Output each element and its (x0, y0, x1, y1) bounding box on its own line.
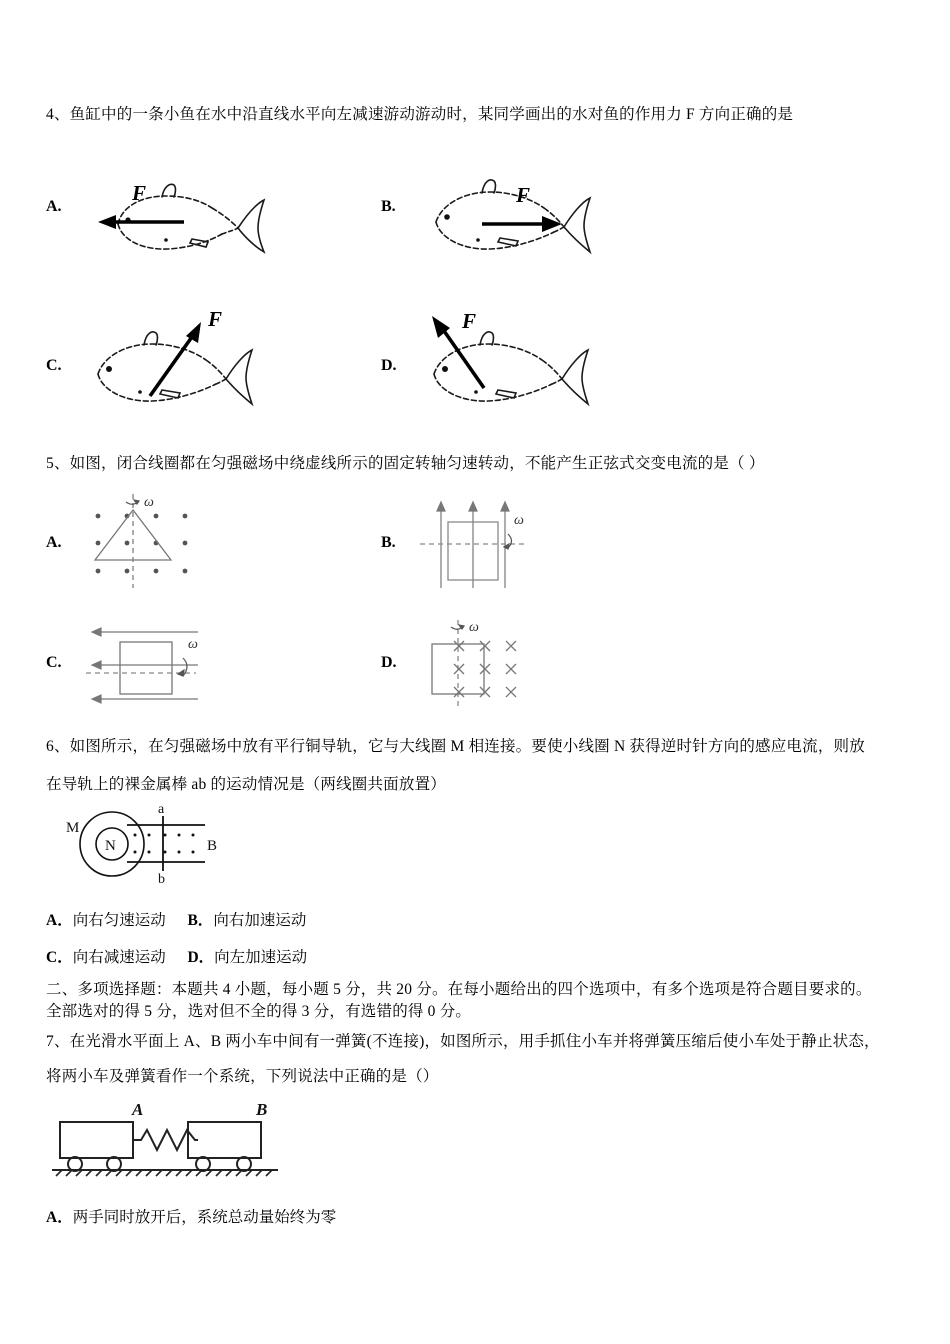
question-7-stem-line2: 将两小车及弹簧看作一个系统，下列说法中正确的是（） (46, 1068, 439, 1085)
question-6-stem-line2: 在导轨上的裸金属棒 ab 的运动情况是（两线圈共面放置） (46, 776, 446, 793)
q4-option-a-figure (88, 176, 278, 262)
q6-answer-d-text[interactable]: 向左加速运动 (214, 949, 308, 966)
q5-option-a-figure (78, 492, 228, 592)
q4-option-a-arrow-label: F (132, 181, 147, 205)
q6-answer-b-text[interactable]: 向右加速运动 (213, 912, 307, 929)
q5-option-b-figure (416, 492, 576, 592)
q6-rails-coil-figure (55, 802, 275, 886)
q4-option-a-label[interactable]: A. (46, 198, 62, 215)
q6-field-label: B (207, 838, 218, 854)
q5-option-d-label[interactable]: D. (381, 654, 397, 671)
q6-answer-b-label[interactable]: B． (187, 912, 214, 929)
q6-answer-c-text[interactable]: 向右减速运动 (72, 949, 166, 966)
q6-answer-row-2 (46, 945, 307, 967)
cart-b-body (188, 1122, 261, 1158)
q4-option-d-label[interactable]: D. (381, 357, 397, 374)
q5-option-c-omega-label: ω (188, 637, 198, 652)
q7-cart-a-label: A (132, 1100, 144, 1119)
q5-option-b-omega-label: ω (514, 513, 524, 528)
q5-option-b-label[interactable]: B. (381, 534, 396, 551)
q7-answer-a-text[interactable]: 两手同时放开后，系统总动量始终为零 (72, 1209, 337, 1226)
force-arrow (442, 328, 484, 388)
q6-answer-row-1 (46, 908, 306, 930)
q5-option-a-label[interactable]: A. (46, 534, 62, 551)
q7-carts-spring-figure (48, 1098, 338, 1176)
q5-option-a-omega-label: ω (144, 495, 154, 510)
q6-rod-top-label: a (158, 802, 165, 817)
q7-answer-a (46, 1205, 336, 1227)
cart-a-body (60, 1122, 133, 1158)
section-heading-line2: 全部选对的得 5 分，选对但不全的得 3 分，有选错的得 0 分。 (46, 1003, 472, 1020)
q4-option-b-label[interactable]: B. (381, 198, 396, 215)
q5-option-c-label[interactable]: C. (46, 654, 62, 671)
q5-option-d-figure (412, 614, 562, 710)
q4-option-c-arrow-label: F (208, 307, 223, 331)
section-heading-line1: 二、多项选择题：本题共 4 小题，每小题 5 分，共 20 分。在每小题给出的四个选项中，有多个选项是符合题目要求的。 (46, 981, 872, 998)
q5-option-d-omega-label: ω (469, 620, 479, 635)
q6-answer-a-label[interactable]: A． (46, 912, 73, 929)
question-6-stem-line1: 6、如图所示，在匀强磁场中放有平行铜导轨，它与大线圈 M 相连接。要使小线圈 N 获得逆时针方向的感应电流，则放 (46, 738, 865, 755)
q6-answer-a-text[interactable]: 向右匀速运动 (72, 912, 166, 929)
q4-option-b-figure (420, 172, 610, 264)
cart-wheels (68, 1157, 251, 1171)
q6-coil-m-label: M (66, 820, 80, 836)
q7-cart-b-label: B (256, 1100, 268, 1119)
q6-coil-n-label: N (105, 838, 116, 854)
q5-option-c-figure (78, 620, 238, 710)
q4-option-b-arrow-label: F (516, 183, 531, 207)
q4-option-c-label[interactable]: C. (46, 357, 62, 374)
question-7-stem-line1: 7、在光滑水平面上 A、B 两小车中间有一弹簧(不连接)，如图所示，用手抓住小车并将弹簧压缩后使小车处于静止状态， (46, 1033, 880, 1050)
rect-coil (120, 642, 172, 694)
q7-answer-a-label[interactable]: A． (46, 1209, 73, 1226)
q6-answer-c-label[interactable]: C． (46, 949, 73, 966)
q6-rod-bottom-label: b (158, 872, 165, 887)
q6-answer-d-label[interactable]: D． (187, 949, 215, 966)
q4-option-d-figure (418, 296, 618, 416)
q4-option-d-arrow-label: F (462, 309, 477, 333)
q4-option-c-figure (82, 296, 282, 416)
question-5-stem: 5、如图，闭合线圈都在匀强磁场中绕虚线所示的固定转轴匀速转动，不能产生正弦式交变电流的是（ ） (46, 455, 765, 472)
question-4-stem: 4、鱼缸中的一条小鱼在水中沿直线水平向左减速游动游动时，某同学画出的水对鱼的作用力 F 方向正确的是 (46, 106, 794, 123)
